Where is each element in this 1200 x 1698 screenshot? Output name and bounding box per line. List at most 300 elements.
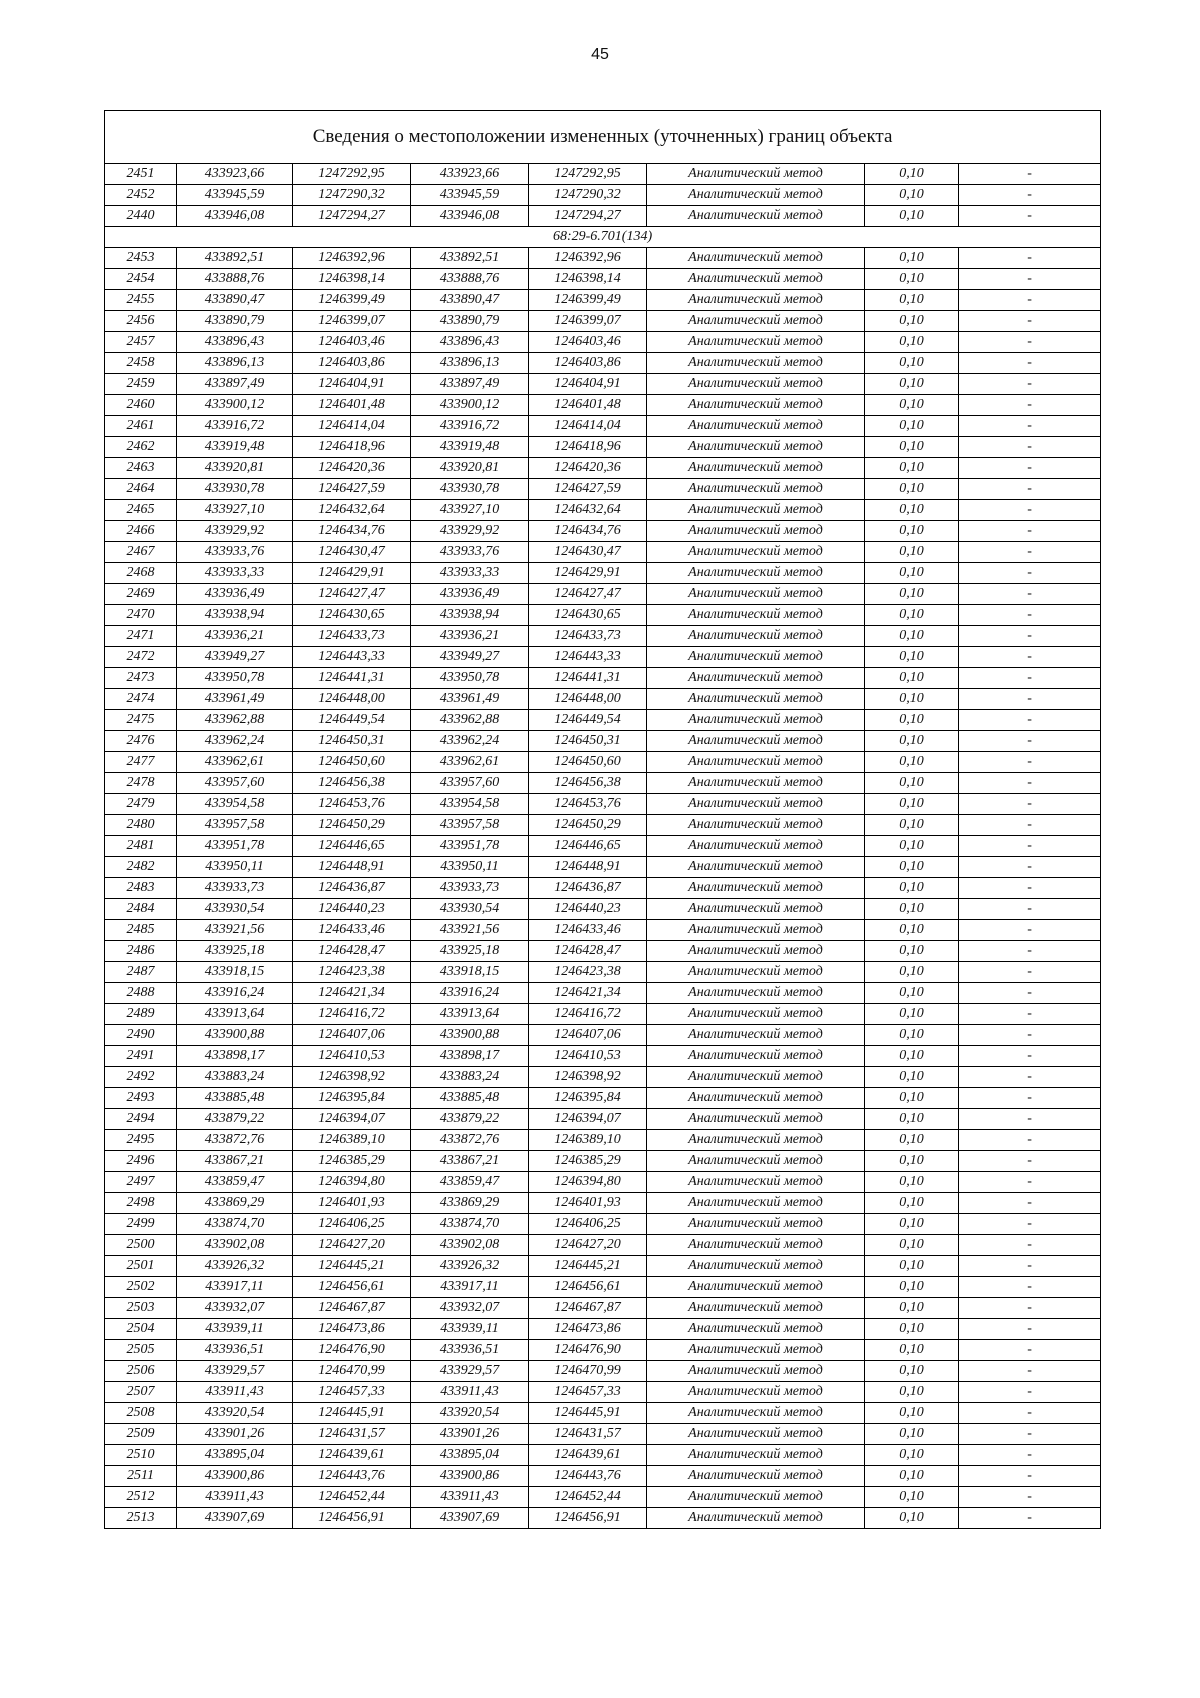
table-row [105,1340,1101,1361]
cell-x-existing: 433916,72 [177,416,293,437]
cell-method: Аналитический метод [647,1172,865,1193]
table-row [105,248,1101,269]
cell-x-existing: 433930,54 [177,899,293,920]
cell-y-new: 1246434,76 [529,521,647,542]
cell-x-existing: 433913,64 [177,1004,293,1025]
cell-point-number: 2486 [105,941,177,962]
cell-accuracy: 0,10 [865,983,959,1004]
cell-method: Аналитический метод [647,1151,865,1172]
cell-description: - [959,353,1101,374]
cell-y-new: 1246421,34 [529,983,647,1004]
cell-method: Аналитический метод [647,689,865,710]
table-row [105,1487,1101,1508]
cell-x-existing: 433874,70 [177,1214,293,1235]
cell-accuracy: 0,10 [865,332,959,353]
cell-accuracy: 0,10 [865,1067,959,1088]
cell-y-new: 1246398,14 [529,269,647,290]
cell-x-new: 433895,04 [411,1445,529,1466]
cell-y-existing: 1246456,91 [293,1508,411,1529]
cell-description: - [959,1004,1101,1025]
cell-method: Аналитический метод [647,731,865,752]
cell-description: - [959,773,1101,794]
cell-description: - [959,1151,1101,1172]
cell-y-new: 1246441,31 [529,668,647,689]
cell-x-new: 433859,47 [411,1172,529,1193]
cell-y-existing: 1246448,00 [293,689,411,710]
cell-x-existing: 433892,51 [177,248,293,269]
cell-y-new: 1246436,87 [529,878,647,899]
cell-y-new: 1246476,90 [529,1340,647,1361]
cell-description: - [959,941,1101,962]
cell-y-existing: 1246398,92 [293,1067,411,1088]
cell-accuracy: 0,10 [865,1193,959,1214]
cell-method: Аналитический метод [647,206,865,227]
cell-method: Аналитический метод [647,353,865,374]
cell-x-existing: 433896,43 [177,332,293,353]
cell-y-existing: 1246394,80 [293,1172,411,1193]
cell-accuracy: 0,10 [865,542,959,563]
cell-y-existing: 1246406,25 [293,1214,411,1235]
cell-point-number: 2484 [105,899,177,920]
cell-y-new: 1246446,65 [529,836,647,857]
cell-point-number: 2493 [105,1088,177,1109]
cell-method: Аналитический метод [647,1214,865,1235]
cell-y-new: 1246418,96 [529,437,647,458]
cell-x-existing: 433921,56 [177,920,293,941]
cell-description: - [959,1487,1101,1508]
cell-y-existing: 1246421,34 [293,983,411,1004]
cell-description: - [959,1508,1101,1529]
cell-x-new: 433926,32 [411,1256,529,1277]
cell-description: - [959,1172,1101,1193]
cell-point-number: 2453 [105,248,177,269]
cell-x-new: 433945,59 [411,185,529,206]
cell-accuracy: 0,10 [865,1088,959,1109]
cell-point-number: 2504 [105,1319,177,1340]
cell-y-existing: 1246445,91 [293,1403,411,1424]
cell-y-new: 1246445,21 [529,1256,647,1277]
cell-y-new: 1246452,44 [529,1487,647,1508]
table-row [105,1235,1101,1256]
cell-method: Аналитический метод [647,941,865,962]
cell-description: - [959,689,1101,710]
cell-y-existing: 1246430,47 [293,542,411,563]
cell-x-existing: 433930,78 [177,479,293,500]
cell-point-number: 2475 [105,710,177,731]
cell-method: Аналитический метод [647,248,865,269]
cell-accuracy: 0,10 [865,710,959,731]
cell-description: - [959,920,1101,941]
cell-method: Аналитический метод [647,479,865,500]
cell-y-new: 1246410,53 [529,1046,647,1067]
cell-point-number: 2498 [105,1193,177,1214]
cell-y-new: 1246394,07 [529,1109,647,1130]
cell-method: Аналитический метод [647,836,865,857]
cell-accuracy: 0,10 [865,752,959,773]
cell-y-new: 1246430,47 [529,542,647,563]
table-row [105,164,1101,185]
cell-method: Аналитический метод [647,1046,865,1067]
cell-x-existing: 433916,24 [177,983,293,1004]
cell-x-existing: 433962,88 [177,710,293,731]
cell-y-existing: 1246429,91 [293,563,411,584]
cell-point-number: 2511 [105,1466,177,1487]
table-row [105,626,1101,647]
cell-accuracy: 0,10 [865,1109,959,1130]
cell-description: - [959,1193,1101,1214]
cell-x-existing: 433925,18 [177,941,293,962]
cell-accuracy: 0,10 [865,689,959,710]
cell-x-existing: 433927,10 [177,500,293,521]
cell-point-number: 2476 [105,731,177,752]
cell-method: Аналитический метод [647,899,865,920]
cell-description: - [959,374,1101,395]
table-row [105,584,1101,605]
cell-point-number: 2456 [105,311,177,332]
cell-x-existing: 433900,12 [177,395,293,416]
cell-y-existing: 1246403,46 [293,332,411,353]
table-row [105,479,1101,500]
table-row [105,1424,1101,1445]
cell-y-new: 1246404,91 [529,374,647,395]
cell-point-number: 2461 [105,416,177,437]
cell-x-new: 433867,21 [411,1151,529,1172]
cell-point-number: 2463 [105,458,177,479]
cell-y-new: 1246456,38 [529,773,647,794]
cell-method: Аналитический метод [647,752,865,773]
cell-y-new: 1246457,33 [529,1382,647,1403]
cell-y-existing: 1246450,29 [293,815,411,836]
cell-method: Аналитический метод [647,1508,865,1529]
cell-accuracy: 0,10 [865,206,959,227]
cell-y-existing: 1246443,76 [293,1466,411,1487]
cell-method: Аналитический метод [647,1109,865,1130]
cell-y-existing: 1246395,84 [293,1088,411,1109]
cell-x-new: 433900,12 [411,395,529,416]
cell-description: - [959,479,1101,500]
cell-x-new: 433869,29 [411,1193,529,1214]
cell-y-new: 1246407,06 [529,1025,647,1046]
cell-method: Аналитический метод [647,374,865,395]
cell-x-existing: 433917,11 [177,1277,293,1298]
cell-y-existing: 1246401,93 [293,1193,411,1214]
table-row [105,353,1101,374]
cell-y-existing: 1246433,46 [293,920,411,941]
cell-description: - [959,1025,1101,1046]
cell-point-number: 2500 [105,1235,177,1256]
cell-y-new: 1246432,64 [529,500,647,521]
cell-point-number: 2454 [105,269,177,290]
cell-description: - [959,794,1101,815]
cell-point-number: 2509 [105,1424,177,1445]
table-row [105,500,1101,521]
cell-x-existing: 433890,47 [177,290,293,311]
cell-x-new: 433950,78 [411,668,529,689]
cell-y-existing: 1246404,91 [293,374,411,395]
cell-description: - [959,500,1101,521]
cell-x-existing: 433896,13 [177,353,293,374]
cell-y-existing: 1246432,64 [293,500,411,521]
cell-y-new: 1246401,93 [529,1193,647,1214]
cell-point-number: 2502 [105,1277,177,1298]
cell-description: - [959,1382,1101,1403]
cell-point-number: 2469 [105,584,177,605]
cell-y-existing: 1246427,59 [293,479,411,500]
table-row [105,815,1101,836]
cell-accuracy: 0,10 [865,605,959,626]
cell-accuracy: 0,10 [865,1004,959,1025]
cell-accuracy: 0,10 [865,521,959,542]
cell-method: Аналитический метод [647,269,865,290]
cell-x-existing: 433936,51 [177,1340,293,1361]
table-row [105,689,1101,710]
cell-accuracy: 0,10 [865,1130,959,1151]
cell-description: - [959,1256,1101,1277]
cell-x-existing: 433939,11 [177,1319,293,1340]
cell-point-number: 2505 [105,1340,177,1361]
section-row [105,227,1101,248]
cell-y-existing: 1246418,96 [293,437,411,458]
cell-y-existing: 1246434,76 [293,521,411,542]
table-row [105,563,1101,584]
cell-y-existing: 1246414,04 [293,416,411,437]
cell-y-new: 1246439,61 [529,1445,647,1466]
table-row [105,668,1101,689]
cell-y-new: 1246433,46 [529,920,647,941]
cell-x-new: 433900,86 [411,1466,529,1487]
cell-x-existing: 433883,24 [177,1067,293,1088]
cell-accuracy: 0,10 [865,1361,959,1382]
cell-y-existing: 1246436,87 [293,878,411,899]
cell-x-new: 433962,61 [411,752,529,773]
cell-y-new: 1247292,95 [529,164,647,185]
cell-description: - [959,752,1101,773]
table-row [105,920,1101,941]
cell-description: - [959,1445,1101,1466]
cell-accuracy: 0,10 [865,626,959,647]
cell-y-existing: 1246392,96 [293,248,411,269]
table-row [105,1466,1101,1487]
cell-y-existing: 1246427,20 [293,1235,411,1256]
cell-point-number: 2508 [105,1403,177,1424]
cell-x-new: 433879,22 [411,1109,529,1130]
cell-description: - [959,857,1101,878]
cell-y-new: 1246403,86 [529,353,647,374]
cell-x-new: 433932,07 [411,1298,529,1319]
cell-accuracy: 0,10 [865,353,959,374]
cell-accuracy: 0,10 [865,164,959,185]
cell-y-new: 1246473,86 [529,1319,647,1340]
table-row [105,1088,1101,1109]
cell-accuracy: 0,10 [865,374,959,395]
cell-accuracy: 0,10 [865,437,959,458]
cell-method: Аналитический метод [647,185,865,206]
cell-point-number: 2487 [105,962,177,983]
cell-y-existing: 1246433,73 [293,626,411,647]
cell-accuracy: 0,10 [865,563,959,584]
cell-point-number: 2466 [105,521,177,542]
table-row [105,1298,1101,1319]
cell-accuracy: 0,10 [865,1466,959,1487]
cell-point-number: 2496 [105,1151,177,1172]
cell-accuracy: 0,10 [865,1046,959,1067]
cell-point-number: 2478 [105,773,177,794]
cell-description: - [959,1319,1101,1340]
cell-x-new: 433888,76 [411,269,529,290]
cell-y-existing: 1246439,61 [293,1445,411,1466]
cell-y-new: 1246450,60 [529,752,647,773]
cell-y-existing: 1246443,33 [293,647,411,668]
cell-x-new: 433898,17 [411,1046,529,1067]
cell-accuracy: 0,10 [865,584,959,605]
cell-accuracy: 0,10 [865,1235,959,1256]
cell-y-new: 1246427,47 [529,584,647,605]
cell-x-new: 433923,66 [411,164,529,185]
cell-accuracy: 0,10 [865,1319,959,1340]
table-row [105,1046,1101,1067]
cell-method: Аналитический метод [647,1382,865,1403]
cell-point-number: 2457 [105,332,177,353]
cell-description: - [959,584,1101,605]
cell-x-existing: 433867,21 [177,1151,293,1172]
cell-y-existing: 1246470,99 [293,1361,411,1382]
cell-point-number: 2482 [105,857,177,878]
cell-point-number: 2465 [105,500,177,521]
table-row [105,983,1101,1004]
cell-description: - [959,710,1101,731]
page-number: 45 [591,46,609,63]
table-row [105,752,1101,773]
cell-x-existing: 433890,79 [177,311,293,332]
cell-description: - [959,1466,1101,1487]
table-row [105,290,1101,311]
cell-method: Аналитический метод [647,290,865,311]
cell-method: Аналитический метод [647,773,865,794]
cell-description: - [959,437,1101,458]
cell-description: - [959,962,1101,983]
cell-x-existing: 433897,49 [177,374,293,395]
cell-x-new: 433901,26 [411,1424,529,1445]
cell-description: - [959,563,1101,584]
cell-y-existing: 1246423,38 [293,962,411,983]
cell-y-new: 1246394,80 [529,1172,647,1193]
cell-x-new: 433939,11 [411,1319,529,1340]
cell-accuracy: 0,10 [865,920,959,941]
cell-x-new: 433917,11 [411,1277,529,1298]
cell-y-new: 1246448,91 [529,857,647,878]
cell-x-new: 433927,10 [411,500,529,521]
table-row [105,1193,1101,1214]
cell-method: Аналитический метод [647,815,865,836]
cell-accuracy: 0,10 [865,815,959,836]
cell-y-existing: 1246456,61 [293,1277,411,1298]
cell-method: Аналитический метод [647,500,865,521]
cell-point-number: 2467 [105,542,177,563]
cell-method: Аналитический метод [647,647,865,668]
cell-y-new: 1246420,36 [529,458,647,479]
cell-description: - [959,1298,1101,1319]
cell-accuracy: 0,10 [865,1424,959,1445]
cell-description: - [959,206,1101,227]
cell-method: Аналитический метод [647,1193,865,1214]
cell-point-number: 2458 [105,353,177,374]
cell-y-new: 1246433,73 [529,626,647,647]
cell-description: - [959,458,1101,479]
cell-method: Аналитический метод [647,1466,865,1487]
cell-description: - [959,1214,1101,1235]
cell-x-existing: 433950,78 [177,668,293,689]
table-row [105,1109,1101,1130]
cell-x-new: 433913,64 [411,1004,529,1025]
cell-y-existing: 1246453,76 [293,794,411,815]
table-row [105,269,1101,290]
cell-x-new: 433872,76 [411,1130,529,1151]
cell-x-new: 433949,27 [411,647,529,668]
cell-y-existing: 1246401,48 [293,395,411,416]
cell-y-new: 1246389,10 [529,1130,647,1151]
cell-method: Аналитический метод [647,962,865,983]
cell-y-new: 1246456,61 [529,1277,647,1298]
cell-method: Аналитический метод [647,584,865,605]
cell-y-existing: 1246456,38 [293,773,411,794]
cell-x-new: 433902,08 [411,1235,529,1256]
cell-x-existing: 433901,26 [177,1424,293,1445]
cell-y-existing: 1246428,47 [293,941,411,962]
cell-point-number: 2510 [105,1445,177,1466]
cell-y-existing: 1246441,31 [293,668,411,689]
table-row [105,542,1101,563]
cell-x-new: 433885,48 [411,1088,529,1109]
table-row [105,1172,1101,1193]
cell-point-number: 2472 [105,647,177,668]
cell-y-new: 1246445,91 [529,1403,647,1424]
cell-x-existing: 433919,48 [177,437,293,458]
cell-y-existing: 1246420,36 [293,458,411,479]
table-row [105,647,1101,668]
table-row [105,836,1101,857]
cell-x-new: 433916,24 [411,983,529,1004]
cell-accuracy: 0,10 [865,1256,959,1277]
cell-accuracy: 0,10 [865,269,959,290]
cell-description: - [959,290,1101,311]
cell-x-existing: 433929,92 [177,521,293,542]
table-row [105,374,1101,395]
cell-x-new: 433933,33 [411,563,529,584]
cell-y-existing: 1246394,07 [293,1109,411,1130]
cell-accuracy: 0,10 [865,1508,959,1529]
cell-point-number: 2497 [105,1172,177,1193]
cell-x-existing: 433929,57 [177,1361,293,1382]
cell-point-number: 2470 [105,605,177,626]
cell-description: - [959,626,1101,647]
cell-method: Аналитический метод [647,1403,865,1424]
cell-y-new: 1246450,31 [529,731,647,752]
table-row [105,458,1101,479]
cell-accuracy: 0,10 [865,899,959,920]
table-row [105,437,1101,458]
cell-x-existing: 433949,27 [177,647,293,668]
cell-y-existing: 1246467,87 [293,1298,411,1319]
cell-point-number: 2480 [105,815,177,836]
cell-description: - [959,1067,1101,1088]
cell-y-new: 1246395,84 [529,1088,647,1109]
cell-accuracy: 0,10 [865,1025,959,1046]
cell-x-existing: 433872,76 [177,1130,293,1151]
cell-y-new: 1246443,76 [529,1466,647,1487]
cell-y-new: 1246427,20 [529,1235,647,1256]
cell-point-number: 2460 [105,395,177,416]
cell-x-new: 433911,43 [411,1382,529,1403]
